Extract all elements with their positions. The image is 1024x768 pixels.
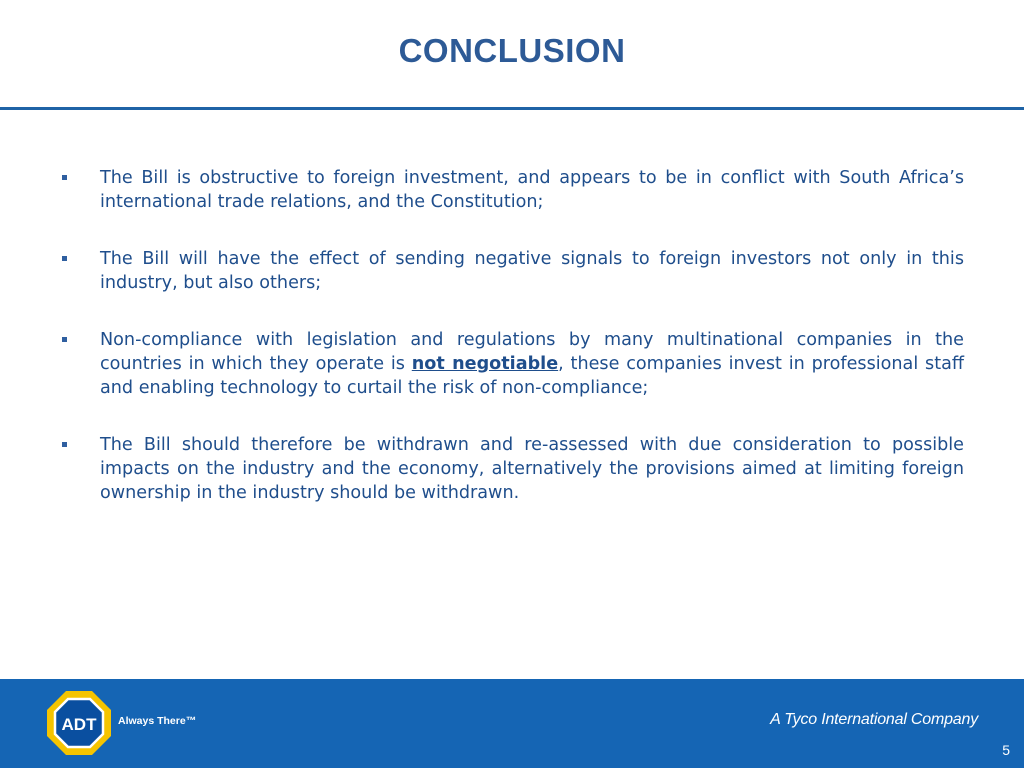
footer-bar — [0, 679, 1024, 768]
bullet-text: The Bill is obstructive to foreign investment, and appears to be in conflict with South Africa’s international trade relations, and the Constitution; — [100, 168, 964, 212]
bullet-square-icon — [62, 256, 67, 261]
tagline: Always There™ — [118, 715, 197, 727]
adt-octagon-icon — [46, 690, 112, 756]
bullet-item — [62, 328, 964, 400]
bullet-square-icon — [62, 175, 67, 180]
slide-title: CONCLUSION — [398, 32, 626, 69]
bullet-item — [62, 433, 964, 505]
bullet-square-icon — [62, 337, 67, 342]
slide-number: 5 — [1002, 742, 1010, 758]
bullet-text-before: Non-compliance with legislation and regulations by many multinational companies in the countries in which they operate is — [100, 330, 964, 374]
bullet-square-icon — [62, 442, 67, 447]
bullet-text-after: , these companies invest in professional staff and enabling technology to curtail the risk of non-compliance; — [100, 354, 964, 398]
bullet-list — [62, 166, 964, 538]
bullet-emphasis: not negotiable — [411, 354, 559, 374]
logo-text: ADT — [61, 715, 97, 734]
bullet-text: The Bill should therefore be withdrawn and re-assessed with due consideration to possible impacts on the industry and the economy, alternatively the provisions aimed at limiting foreign ownership in the industry should be withdrawn. — [100, 435, 964, 503]
company-name: A Tyco International Company — [770, 711, 978, 728]
title-divider — [0, 107, 1024, 110]
bullet-text: The Bill will have the effect of sending negative signals to foreign investors not only in this industry, but also others; — [100, 249, 964, 293]
bullet-item — [62, 247, 964, 295]
adt-logo — [46, 690, 112, 756]
bullet-item — [62, 166, 964, 214]
